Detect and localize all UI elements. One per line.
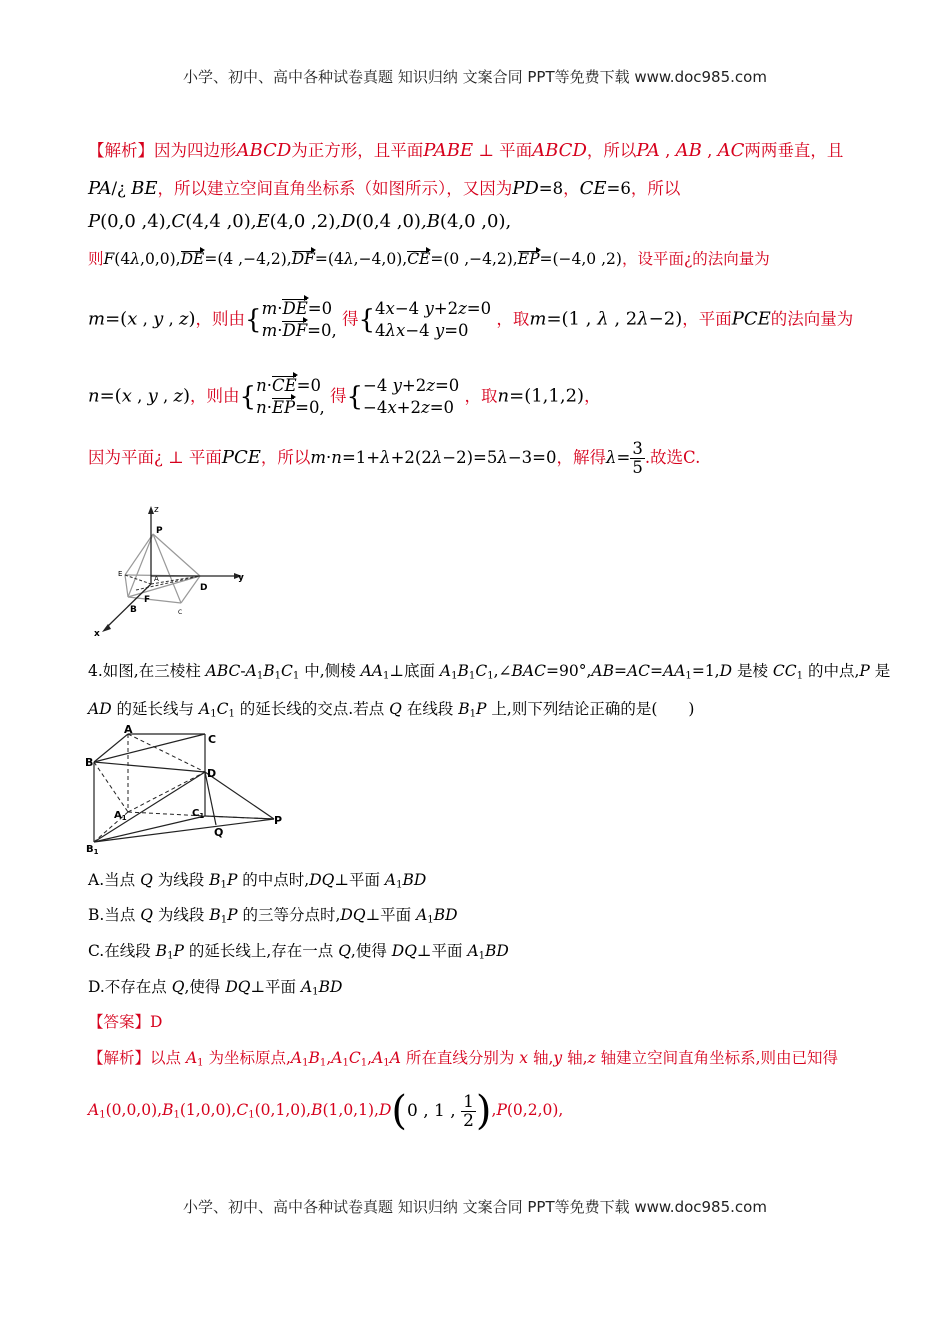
- page-header: 小学、初中、高中各种试卷真题 知识归纳 文案合同 PPT等免费下载 www.doc985.com: [183, 68, 767, 86]
- question4-line1: 4.如图,在三棱柱 ABC-$A_1B_1C_1$ 中,侧棱 $AA_1\perp$底面 $A_1B_1C_1,\angle BAC=90^\circ,AB=AC=AA_1=1,D$ 是棱 $CC_1$ 的中点,P 是: [88, 662, 891, 682]
- solution3-line7: 因为平面¿ ⊥ 平面PCE，所以m·n=1+λ+2(2λ−2)=5λ−3=0，解得λ= $\frac{3}{5}$ .故选C.: [88, 439, 701, 477]
- label-z: z: [154, 505, 159, 515]
- label-C1: $C_1$: [192, 808, 205, 820]
- label-C: C: [178, 609, 183, 616]
- answer-tag: 【答案】: [88, 1013, 151, 1031]
- label-A: A: [124, 724, 133, 736]
- question4-line2: AD 的延长线与 $A_1C_1$ 的延长线的交点.若点 Q 在线段 $B_1P$ 上,则下列结论正确的是( ): [88, 700, 695, 720]
- solution3-line4: 则F(4λ,0,0),DE=(4 ,−4,2),DF=(4λ,−4,0),CE=(0 ,−4,2),EP=(−4,0 ,2)，设平面¿的法向量为: [88, 250, 770, 268]
- option-b: B.当点 Q 为线段 $B_1P$ 的三等分点时,DQ⊥平面 $A_1BD$: [88, 906, 458, 926]
- label-A: A: [154, 575, 159, 583]
- solution4-line2: $A_1(0,0,0),B_1(1,0,0),C_1(0,1,0),B(1,0,1),D(0$ , 1 , $\frac{1}{2}$ ),P(0,2,0),: [88, 1088, 564, 1134]
- solution3-line3: P(0,0 ,4),C(4,4 ,0),E(4,0 ,2),D(0,4 ,0),B(4,0 ,0),: [88, 211, 512, 232]
- label-D: D: [207, 767, 217, 780]
- solution3-line5: m=(x , y , z)，则由{m·DE=0 m·DF=0, 得{4x−4 y+2z=0 4λx−4 y=0 ，取m=(1 , λ , 2λ−2)，平面PCE的法向量为: [88, 299, 854, 340]
- label-x: x: [94, 629, 100, 639]
- label-P: P: [156, 526, 163, 536]
- answer-value: D: [150, 1013, 163, 1031]
- option-d: D.不存在点 Q,使得 DQ⊥平面 $A_1BD$: [88, 978, 343, 998]
- label-B: B: [130, 605, 137, 615]
- page-footer: 小学、初中、高中各种试卷真题 知识归纳 文案合同 PPT等免费下载 www.doc985.com: [183, 1198, 767, 1216]
- prism-figure: [84, 724, 294, 856]
- solution3-line1: 【解析】因为四边形ABCD为正方形，且平面PABE ⊥ 平面ABCD，所以PA , AB , AC两两垂直，且: [88, 140, 844, 161]
- solution3-line2: PA/¿ BE，所以建立空间直角坐标系（如图所示），又因为PD=8，CE=6，所以: [88, 178, 681, 199]
- option-c: C.在线段 $B_1P$ 的延长线上,存在一点 Q,使得 DQ⊥平面 $A_1BD$: [88, 942, 509, 962]
- label-P: P: [274, 814, 283, 827]
- label-C: C: [208, 733, 217, 746]
- label-F: F: [144, 595, 151, 605]
- label-Q: Q: [214, 826, 224, 839]
- label-B: B: [85, 756, 94, 769]
- label-E: E: [118, 570, 123, 578]
- answer-line: [88, 1010, 162, 1032]
- solution4-line1: 【解析】以点 $A_1$ 为坐标原点$,A_1B_1,A_1C_1,A_1A$ 所在直线分别为 x 轴,y 轴,z 轴建立空间直角坐标系,则由已知得: [88, 1049, 839, 1069]
- label-y: y: [238, 573, 244, 583]
- label-A1: $A_1$: [114, 810, 127, 822]
- coordinate-pyramid-figure: [88, 500, 258, 640]
- label-D: D: [200, 583, 208, 593]
- option-a: A.当点 Q 为线段 $B_1P$ 的中点时,DQ⊥平面 $A_1BD$: [88, 871, 427, 891]
- solution3-line6: n=(x , y , z)，则由{n·CE=0 n·EP=0, 得{−4 y+2z=0 −4x+2z=0 ，取n=(1,1,2)，: [88, 376, 601, 417]
- label-B1: $B_1$: [86, 844, 99, 856]
